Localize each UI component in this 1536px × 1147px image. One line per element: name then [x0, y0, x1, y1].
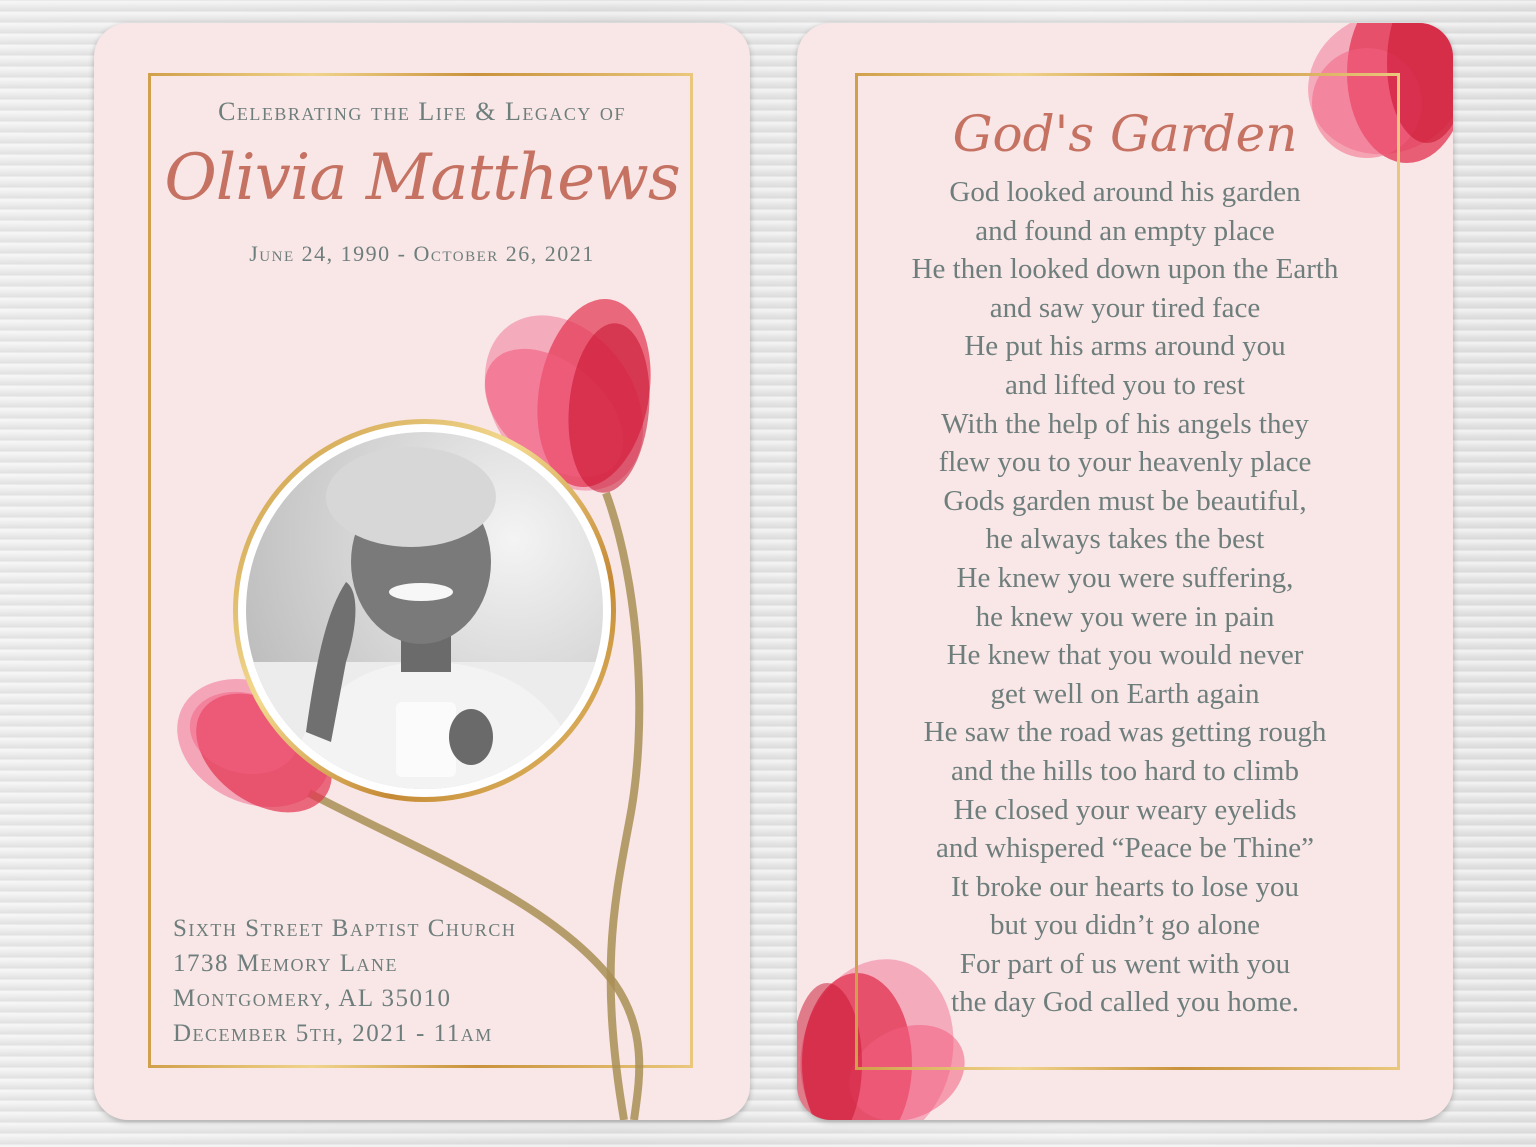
- back-card: [797, 23, 1453, 1120]
- poem-line: he knew you were in pain: [975, 600, 1275, 633]
- poem-line: He put his arms around you: [964, 330, 1286, 363]
- poem-line: and the hills too hard to climb: [951, 754, 1299, 787]
- service-details: [173, 911, 516, 1051]
- poem-title: God's Garden: [952, 105, 1298, 163]
- poem-line: and found an empty place: [975, 214, 1275, 247]
- poem-line: It broke our hearts to lose you: [951, 870, 1299, 903]
- poem-body: [797, 173, 1453, 1022]
- portrait-silhouette: [246, 432, 603, 789]
- poem-line: and whispered “Peace be Thine”: [936, 832, 1314, 865]
- deceased-name: Olivia Matthews: [164, 141, 680, 215]
- service-city: Montgomery, AL 35010: [173, 985, 452, 1012]
- poem-line: He knew you were suffering,: [956, 561, 1294, 594]
- portrait-photo: [246, 432, 603, 789]
- poem-line: and saw your tired face: [989, 291, 1261, 324]
- service-datetime: December 5th, 2021 - 11am: [173, 1020, 493, 1047]
- service-venue: Sixth Street Baptist Church: [173, 915, 517, 942]
- poem-line: He saw the road was getting rough: [923, 716, 1327, 749]
- poem-line: With the help of his angels they: [941, 407, 1309, 440]
- life-dates: June 24, 1990 - October 26, 2021: [249, 241, 595, 266]
- poem-line: He then looked down upon the Earth: [911, 253, 1339, 286]
- celebrating-heading: Celebrating the Life & Legacy of: [218, 97, 626, 126]
- poem-line: get well on Earth again: [990, 677, 1260, 710]
- poem-line: God looked around his garden: [949, 176, 1301, 208]
- poem-line: the day God called you home.: [951, 986, 1299, 1019]
- poem-line: flew you to your heavenly place: [938, 446, 1312, 479]
- poem-line: For part of us went with you: [959, 947, 1291, 980]
- poem-line: He closed your weary eyelids: [953, 793, 1297, 826]
- poem-line: and lifted you to rest: [1004, 368, 1245, 401]
- photo-frame: [233, 419, 616, 802]
- poem-line: He knew that you would never: [946, 639, 1304, 672]
- front-card: [94, 23, 750, 1120]
- service-address: 1738 Memory Lane: [173, 950, 399, 977]
- poem-line: but you didn’t go alone: [989, 909, 1261, 942]
- poem-line: he always takes the best: [985, 523, 1265, 556]
- poem-line: Gods garden must be beautiful,: [943, 484, 1307, 517]
